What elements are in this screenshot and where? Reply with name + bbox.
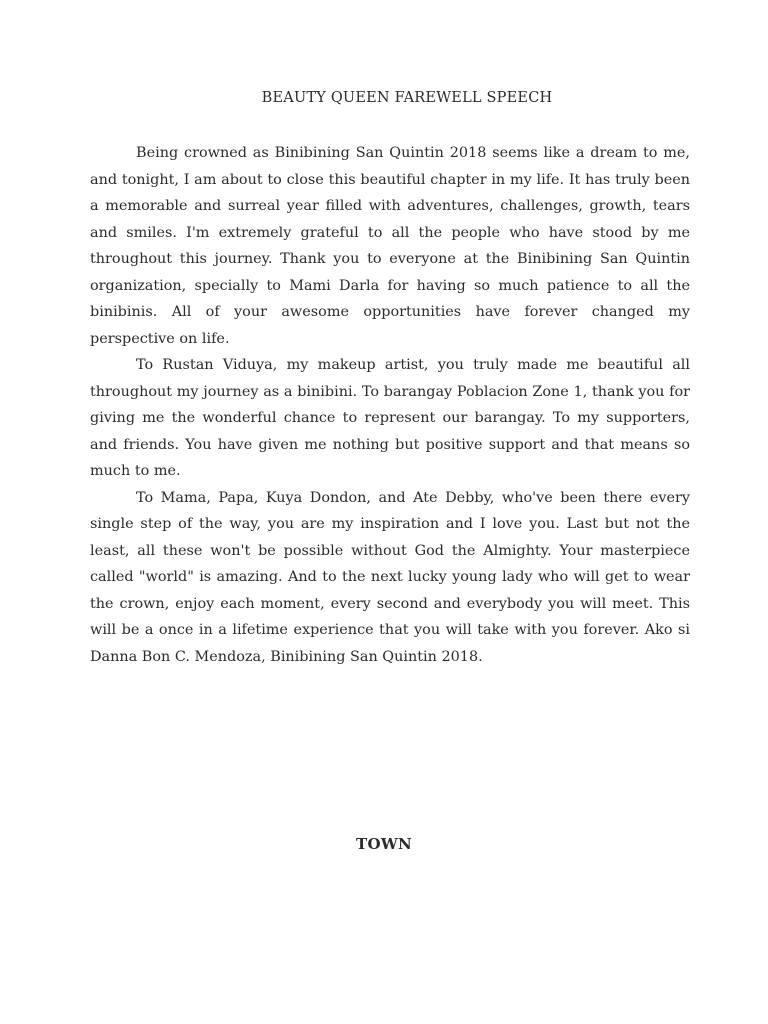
paragraph-3: To Mama, Papa, Kuya Dondon, and Ate Debby, who've been there every single step of the way, you are my inspiration and I love you. Last but not the least, all these won't be possible without God the Almighty. Your masterpiece called "world" is amazing. And to the next lucky young lady who will get to wear the crown, enjoy each moment, every second and everybody you will meet. This will be a once in a lifetime experience that you will take with you forever. Ako si Danna Bon C. Mendoza, Binibining San Quintin 2018. xyxy=(90,489,690,665)
speech-body xyxy=(90,140,690,670)
footer-text: TOWN xyxy=(356,835,412,853)
paragraph-2: To Rustan Viduya, my makeup artist, you truly made me beautiful all throughout my journey as a binibini. To barangay Poblacion Zone 1, thank you for giving me the wonderful chance to represent our barangay. To my supporters, and friends. You have given me nothing but positive support and that means so much to me. xyxy=(90,357,690,479)
document-title: BEAUTY QUEEN FAREWELL SPEECH xyxy=(261,90,553,106)
paragraph-1: Being crowned as Binibining San Quintin 2018 seems like a dream to me, and tonight, I am about to close this beautiful chapter in my life. It has truly been a memorable and surreal year filled with adventures, challenges, growth, tears and smiles. I'm extremely grateful to all the people who have stood by me throughout this journey. Thank you to everyone at the Binibining San Quintin organization, specially to Mami Darla for having so much patience to all the binibinis. All of your awesome opportunities have forever changed my perspective on life. xyxy=(90,145,690,347)
